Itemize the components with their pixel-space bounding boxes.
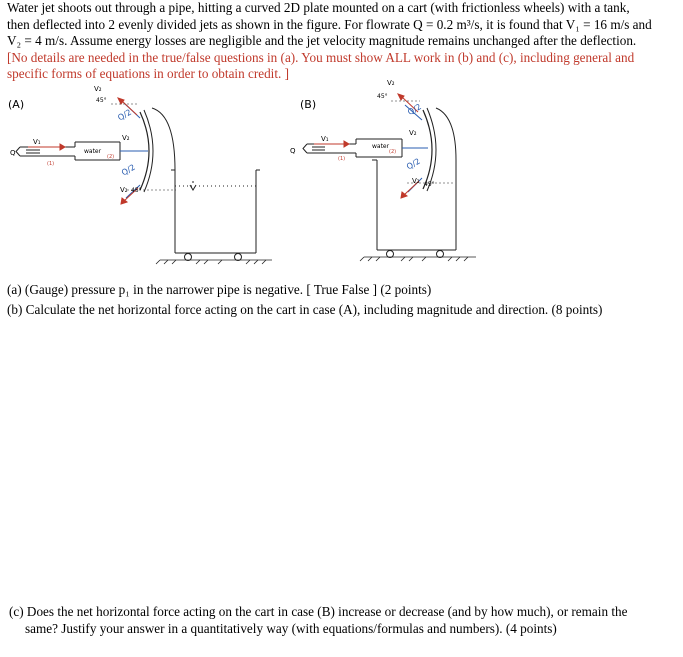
case-a-tank [171, 170, 260, 253]
case-b-mid-v2-label: V₂ [409, 129, 417, 137]
question-b: (b) Calculate the net horizontal force acting on the cart in case (A), including magnitude and direction. (8 points) [7, 302, 603, 317]
case-b-water-label: water [372, 143, 390, 150]
case-b-v1-arrow [314, 141, 349, 147]
intro-line-3: V₂ = 4 m/s. Assume energy losses are negligible and the jet velocity magnitude remains unchanged after the deflection. [7, 33, 637, 48]
case-b-point2-label: (2) [389, 149, 397, 155]
figure-cart-jet-diagrams [0, 70, 683, 270]
case-a-top-v2-label: V₂ [94, 85, 102, 93]
case-a-point2-label: (2) [107, 154, 115, 160]
instructions-line-2: specific forms of equations in order to obtain credit. ] [7, 66, 289, 81]
case-b-curved-plate [423, 110, 432, 189]
case-b-plate-support [436, 108, 456, 225]
case-a-ground [156, 260, 272, 264]
case-b-top-q2-label: Q/2 [406, 102, 423, 117]
case-b-tank [372, 160, 456, 250]
case-b-ground [360, 257, 476, 261]
case-b-top-angle-label: 45° [377, 93, 388, 100]
case-b-label: (B) [300, 98, 317, 111]
case-b-bottom-angle-label: 45° [424, 181, 435, 188]
case-a-bottom-v2-label: V₂ [120, 186, 128, 194]
case-a-top-q2-label: Q/2 [116, 107, 134, 123]
intro-line-2: then deflected into 2 evenly divided jets as shown in the figure. For flowrate Q = 0.2 m³/s, it is found that V₁ = 16 m/s and [7, 16, 652, 32]
case-b-bottom-v2-label: V₂ [412, 177, 420, 185]
case-a-top-angle-label: 45° [96, 97, 107, 104]
case-a-plate-support [152, 108, 175, 200]
question-c [9, 604, 669, 637]
instructions-line-1: [No details are needed in the true/false questions in (a). You must show ALL work in (b) and (c), including general and [7, 49, 635, 65]
case-a-q-label: Q [10, 149, 16, 157]
case-a-point1-label: (1) [47, 161, 55, 167]
case-a-mid-v2-label: V₂ [122, 134, 130, 142]
question-c-line-1: (c) Does the net horizontal force acting on the cart in case (B) increase or decrease (and by how much), or remain the [9, 604, 628, 619]
case-a-diagram [8, 85, 272, 264]
case-b-diagram [290, 79, 476, 261]
case-a-wheels [185, 254, 242, 261]
case-b-wheels [387, 251, 444, 258]
case-b-v1-label: V₁ [321, 135, 329, 143]
case-b-point1-label: (1) [338, 156, 346, 162]
intro-line-1: Water jet shoots out through a pipe, hitting a curved 2D plate mounted on a cart (with frictionless wheels) with a tank, [7, 0, 630, 15]
case-a-pipe [16, 142, 120, 160]
case-a-bottom-angle-label: 45° [131, 187, 142, 194]
case-b-top-v2-label: V₂ [387, 79, 395, 87]
case-a-water-label: water [84, 148, 102, 155]
case-a-bottom-q2-label: Q/2 [120, 162, 137, 178]
question-a: (a) (Gauge) pressure p₁ in the narrower pipe is negative. [ True False ] (2 points) [7, 282, 432, 297]
case-a-v1-label: V₁ [33, 138, 41, 146]
case-a-label: (A) [8, 98, 25, 111]
case-b-bottom-q2-label: Q/2 [405, 156, 422, 172]
question-c-line-2: same? Justify your answer in a quantitatively way (with equations/formulas and numbers). (4 points) [25, 620, 557, 636]
case-b-q-label: Q [290, 147, 296, 155]
